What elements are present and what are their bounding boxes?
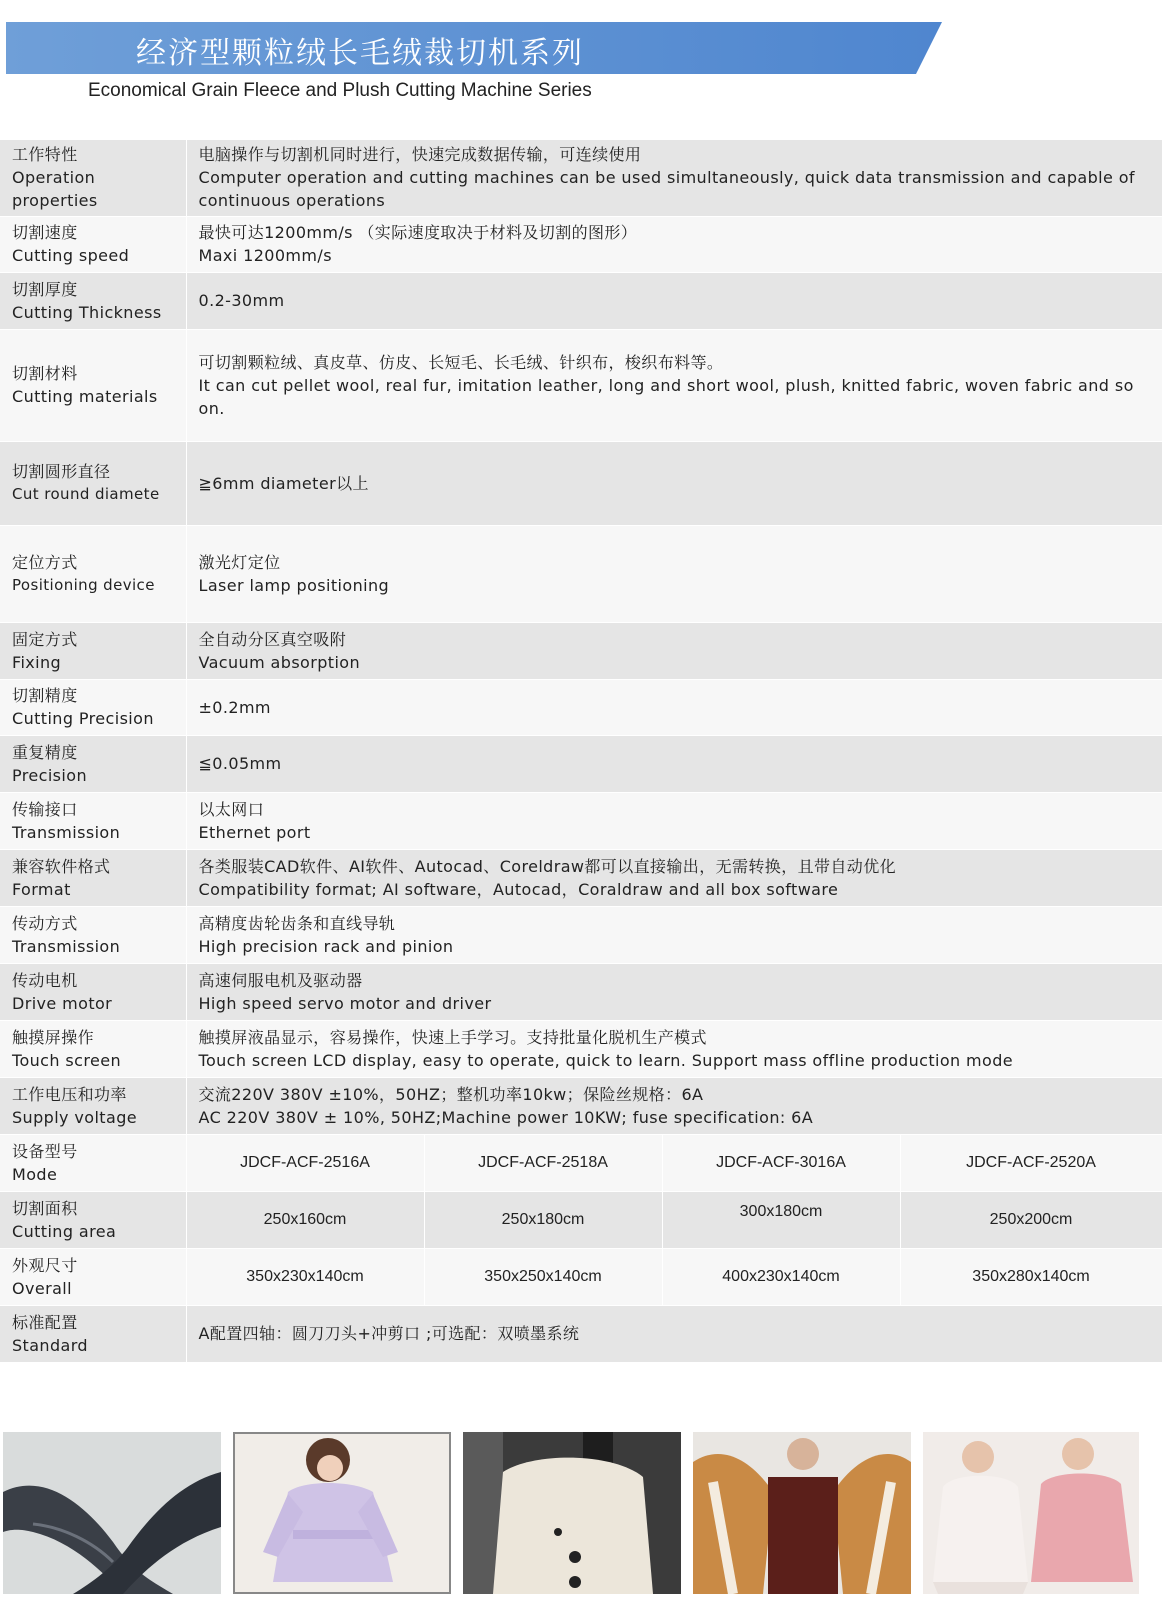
spec-label: 切割材料 Cutting materials [0, 329, 186, 441]
spec-row-touch-screen [0, 1020, 1162, 1077]
model-cell: JDCF-ACF-2516A [186, 1134, 424, 1191]
page-title-en: Economical Grain Fleece and Plush Cutting Machine Series [88, 80, 592, 101]
spec-row-thickness [0, 272, 1162, 329]
fur-coat-photo [693, 1432, 911, 1594]
spec-label: 传动电机 Drive motor [0, 963, 186, 1020]
spec-value: 交流220V 380V ±10%，50HZ；整机功率10kw；保险丝规格：6A AC 220V 380V ± 10%, 50HZ;Machine power 10KW; fuse specification: 6A [186, 1077, 1162, 1134]
model-cell: JDCF-ACF-2518A [424, 1134, 662, 1191]
spec-row-format [0, 849, 1162, 906]
spec-label: 切割圆形直径 Cut round diamete [0, 441, 186, 525]
spec-value: 各类服装CAD软件、AI软件、Autocad、Coreldraw都可以直接输出，无需转换，且带自动优化 Compatibility format; AI software，Autocad，Coraldraw and all box software [186, 849, 1162, 906]
spec-value: ±0.2mm [186, 679, 1162, 735]
spec-label: 传输接口 Transmission [0, 792, 186, 849]
spec-value: 高速伺服电机及驱动器 High speed servo motor and driver [186, 963, 1162, 1020]
kid-robe-photo [233, 1432, 451, 1594]
spec-label: 重复精度 Precision [0, 735, 186, 792]
area-cell: 250x180cm [424, 1191, 662, 1248]
spec-row-transmission [0, 906, 1162, 963]
spec-label: 切割速度 Cutting speed [0, 216, 186, 272]
spec-row-drive-motor [0, 963, 1162, 1020]
spec-label: 设备型号 Mode [0, 1134, 186, 1191]
spec-label: 兼容软件格式 Format [0, 849, 186, 906]
spec-label: 切割精度 Cutting Precision [0, 679, 186, 735]
overall-cell: 350x230x140cm [186, 1248, 424, 1305]
spec-row-models [0, 1134, 1162, 1191]
spec-row-positioning [0, 525, 1162, 622]
spec-value: ≦0.05mm [186, 735, 1162, 792]
spec-label: 触摸屏操作 Touch screen [0, 1020, 186, 1077]
spec-row-operation [0, 140, 1162, 216]
spec-label: 传动方式 Transmission [0, 906, 186, 963]
sample-photos [0, 1432, 1162, 1600]
model-cell: JDCF-ACF-2520A [900, 1134, 1162, 1191]
spec-label: 外观尺寸 Overall [0, 1248, 186, 1305]
spec-value: 可切割颗粒绒、真皮草、仿皮、长短毛、长毛绒、针织布，梭织布料等。 It can cut pellet wool, real fur, imitation leather, long and short wool, plush, knitted fabric, woven fabric and so on. [186, 329, 1162, 441]
spec-row-supply-voltage [0, 1077, 1162, 1134]
spec-value: 触摸屏液晶显示，容易操作，快速上手学习。支持批量化脱机生产模式 Touch screen LCD display, easy to operate, quick to learn. Support mass offline production mode [186, 1020, 1162, 1077]
area-cell: 250x200cm [900, 1191, 1162, 1248]
spec-row-fixing [0, 622, 1162, 679]
spec-value: A配置四轴：圆刀刀头+冲剪口 ;可选配：双喷墨系统 [186, 1305, 1162, 1362]
spec-label: 工作特性 Operation properties [0, 140, 186, 216]
spec-value: 以太网口 Ethernet port [186, 792, 1162, 849]
spec-value: 激光灯定位 Laser lamp positioning [186, 525, 1162, 622]
spec-value: ≧6mm diameter以上 [186, 441, 1162, 525]
spec-value: 电脑操作与切割机同时进行，快速完成数据传输，可连续使用 Computer operation and cutting machines can be used simultaneously, quick data transmission and capable of continuous operations [186, 140, 1162, 216]
overall-cell: 350x280x140cm [900, 1248, 1162, 1305]
spec-label: 定位方式 Positioning device [0, 525, 186, 622]
spec-row-interface [0, 792, 1162, 849]
spec-row-materials [0, 329, 1162, 441]
spec-table [0, 140, 1162, 1363]
spec-value: 0.2-30mm [186, 272, 1162, 329]
spec-row-standard [0, 1305, 1162, 1362]
spec-label: 切割面积 Cutting area [0, 1191, 186, 1248]
spec-label: 切割厚度 Cutting Thickness [0, 272, 186, 329]
fleece-jacket-photo [463, 1432, 681, 1594]
spec-value: 全自动分区真空吸附 Vacuum absorption [186, 622, 1162, 679]
spec-row-repeat-precision [0, 735, 1162, 792]
spec-label: 固定方式 Fixing [0, 622, 186, 679]
model-cell: JDCF-ACF-3016A [662, 1134, 900, 1191]
fur-scarf-photo [3, 1432, 221, 1594]
page-title-cn: 经济型颗粒绒长毛绒裁切机系列 [136, 36, 584, 71]
spec-value: 最快可达1200mm/s （实际速度取决于材料及切割的图形） Maxi 1200mm/s [186, 216, 1162, 272]
overall-cell: 400x230x140cm [662, 1248, 900, 1305]
spec-row-cutting-precision [0, 679, 1162, 735]
spec-row-cutting-area [0, 1191, 1162, 1248]
overall-cell: 350x250x140cm [424, 1248, 662, 1305]
area-cell: 300x180cm [662, 1191, 900, 1248]
spec-label: 标准配置 Standard [0, 1305, 186, 1362]
area-cell: 250x160cm [186, 1191, 424, 1248]
sweaters-photo [923, 1432, 1139, 1594]
spec-value: 高精度齿轮齿条和直线导轨 High precision rack and pinion [186, 906, 1162, 963]
spec-label: 工作电压和功率 Supply voltage [0, 1077, 186, 1134]
spec-row-overall [0, 1248, 1162, 1305]
spec-row-round-diameter [0, 441, 1162, 525]
spec-row-speed [0, 216, 1162, 272]
